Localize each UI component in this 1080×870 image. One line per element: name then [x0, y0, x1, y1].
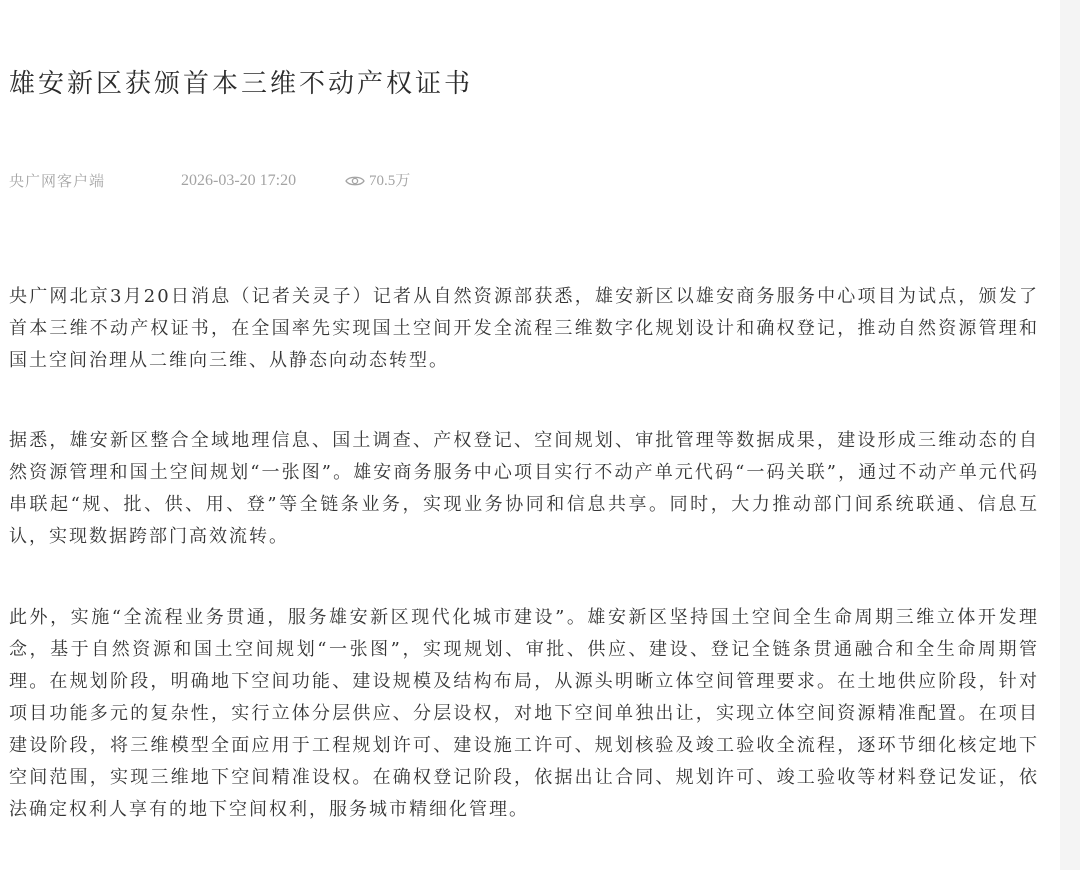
- article-paragraph: 此外，实施“全流程业务贯通，服务雄安新区现代化城市建设”。雄安新区坚持国土空间全生命周期三维立体开发理念，基于自然资源和国土空间规划“一张图”，实现规划、审批、供应、建设、登记全链条贯通融合和全生命周期管理。在规划阶段，明确地下空间功能、建设规模及结构布局，从源头明晰立体空间管理要求。在土地供应阶段，针对项目功能多元的复杂性，实行立体分层供应、分层设权，对地下空间单独出让，实现立体空间资源精准配置。在项目建设阶段，将三维模型全面应用于工程规划许可、建设施工许可、规划核验及竣工验收全流程，逐环节细化核定地下空间范围，实现三维地下空间精准设权。在确权登记阶段，依据出让合同、规划许可、竣工验收等材料登记发证，依法确定权利人享有的地下空间权利，服务城市精细化管理。: [9, 607, 1039, 820]
- article-source: 央广网客户端: [9, 172, 106, 190]
- article-title: 雄安新区获颁首本三维不动产权证书: [9, 69, 474, 99]
- view-count-text: 70.5万: [369, 173, 411, 189]
- view-count: [345, 170, 410, 192]
- publish-time: 2026-03-20 17:20: [181, 172, 297, 189]
- article-paragraph: 央广网北京3月20日消息（记者关灵子）记者从自然资源部获悉，雄安新区以雄安商务服务中心项目为试点，颁发了首本三维不动产权证书，在全国率先实现国土空间开发全流程三维数字化规划设计和确权登记，推动自然资源管理和国土空间治理从二维向三维、从静态向动态转型。: [9, 286, 1039, 371]
- article-paragraph: 据悉，雄安新区整合全域地理信息、国土调查、产权登记、空间规划、审批管理等数据成果，建设形成三维动态的自然资源管理和国土空间规划“一张图”。雄安商务服务中心项目实行不动产单元代码“一码关联”，通过不动产单元代码串联起“规、批、供、用、登”等全链条业务，实现业务协同和信息共享。同时，大力推动部门间系统联通、信息互认，实现数据跨部门高效流转。: [9, 430, 1039, 547]
- eye-icon: [345, 174, 365, 188]
- page-side-margin: [1060, 0, 1080, 870]
